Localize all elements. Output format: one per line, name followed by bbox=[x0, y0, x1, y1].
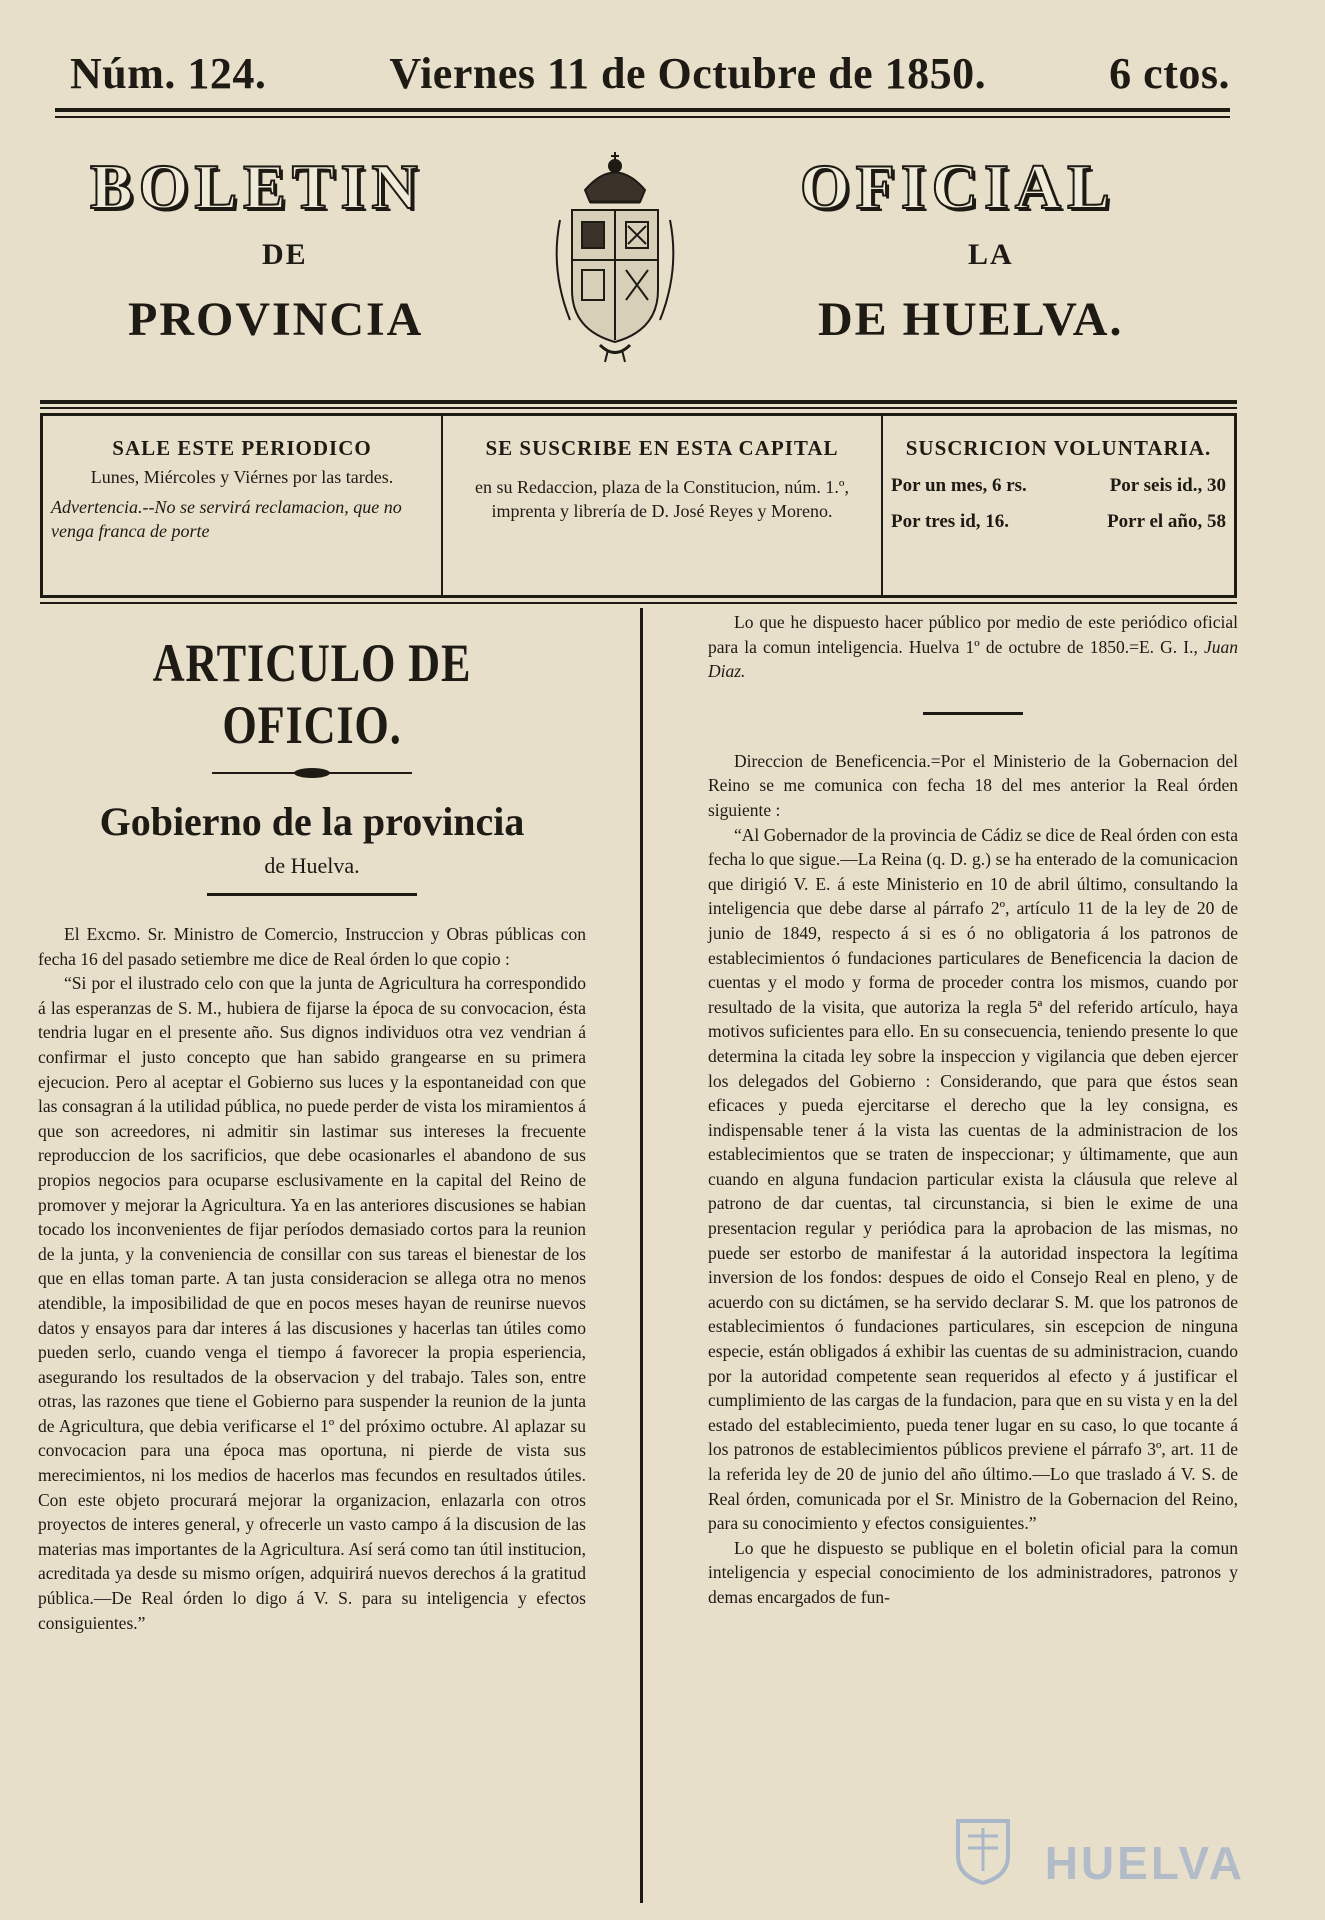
header-rule-thin bbox=[55, 116, 1230, 118]
price-row-1 bbox=[891, 475, 1226, 497]
shield-watermark-icon bbox=[953, 1816, 1013, 1886]
price-six: Por seis id., 30 bbox=[1109, 475, 1226, 496]
coat-of-arms-icon bbox=[550, 150, 680, 365]
subscription-info-box bbox=[40, 413, 1237, 598]
masthead-rule-thick bbox=[40, 400, 1237, 404]
paragraph-closing: Lo que he dispuesto se publique en el boletin oficial para la comun inteligencia y especial conocimiento de los administradores, patronos y demas encargados de fun- bbox=[708, 1537, 1238, 1607]
signature: Juan Diaz. bbox=[708, 636, 1238, 682]
header-rule-thick bbox=[55, 108, 1230, 112]
government-heading: Gobierno de la provincia bbox=[99, 799, 525, 844]
issue-number: Núm. 124. bbox=[70, 49, 267, 98]
masthead-de-huelva: DE HUELVA. bbox=[818, 293, 1124, 346]
subscription-location bbox=[443, 416, 883, 595]
publication-text: Lo que he dispuesto hacer público por medio de este periódico oficial para la comun inteligencia. Huelva 1º de octubre de 1850.=E. G. I., bbox=[708, 612, 1238, 657]
section-rule bbox=[923, 712, 1023, 715]
masthead-word-oficial: OFICIAL bbox=[800, 151, 1116, 222]
masthead-la: LA bbox=[968, 238, 1014, 271]
schedule-title: SALE ESTE PERIODICO bbox=[112, 436, 372, 460]
publication-schedule bbox=[43, 416, 443, 595]
right-column bbox=[708, 610, 1238, 1900]
paragraph-ministry: El Excmo. Sr. Ministro de Comercio, Instruccion y Obras públicas con fecha 16 del pasado setiembre me dice de Real órden lo que copio : bbox=[38, 924, 586, 969]
paragraph-publication bbox=[708, 610, 1238, 684]
prices-title: SUSCRICION VOLUNTARIA. bbox=[905, 436, 1212, 460]
issue-date: Viernes 11 de Octubre de 1850. bbox=[389, 49, 987, 98]
masthead-provincia: PROVINCIA bbox=[128, 293, 424, 346]
price-month: Por un mes, 6 rs. bbox=[891, 475, 1027, 496]
infobox-bottom-rule bbox=[40, 602, 1237, 604]
schedule-text: Lunes, Miércoles y Viérnes por las tardes. bbox=[90, 467, 394, 487]
ornament-divider-icon bbox=[212, 766, 412, 780]
paragraph-beneficencia: Direccion de Beneficencia.=Por el Ministerio de la Gobernacion del Reino se me comunica con fecha 18 del mes anterior la Real órden siguiente : bbox=[708, 750, 1238, 820]
price-three: Por tres id, 16. bbox=[891, 511, 1010, 532]
price-row-2 bbox=[891, 511, 1226, 533]
column-divider bbox=[640, 608, 643, 1903]
location-title: SE SUSCRIBE EN ESTA CAPITAL bbox=[485, 436, 839, 460]
section-title: ARTICULO DE OFICIO. bbox=[152, 633, 472, 755]
subscription-prices bbox=[883, 416, 1234, 595]
issue-price: 6 ctos. bbox=[1109, 49, 1230, 98]
paragraph-royal-order: “Si por el ilustrado celo con que la junta de Agricultura ha correspondido á las esperanzas de S. M., hubiera de fijarse la época de su convocacion, ésta tendria lugar en el presente año. Sus dignos individuos otra vez vendrian á confirmar el justo concepto que han sabido grangearse en su primera ejecucion. Pero al aceptar el Gobierno sus luces y la espontaneidad con que las consagran á la utilidad pública, no puede perder de vista los miramientos á que son acreedores, ni admitir sin lastimar sus intereses la frecuente reproduccion de los sacrificios, que debe ocasionarles el abandono de sus propios negocios para ocuparse esclusivamente en la capital del Reino de promover y mejorar la Agricultura. Ya en las anteriores discusiones se habian tocado los inconvenientes de fijar períodos demasiado cortos para la reunion de la junta, y la conveniencia de consillar con sus tareas el bienestar de los que en ellas toman parte. A tan justa consideracion se allega otra no menos atendible, la imposibilidad de que en pocos meses hayan de reunirse nuevos datos y ensayos para dar interes á las discusiones y hacerlas tan útiles como pueden serlo, cuando venga el tiempo á favorecer la propia esperiencia, asegurando los resultados de la observacion y del trabajo. Tales son, entre otras, las razones que tiene el Gobierno para suspender la reunion de la junta de Agricultura, que debia verificarse el 1º del próximo octubre. Al aplazar su convocacion para una época mas oportuna, ni pierde de vista sus merecimientos, ni los medios de hacerlos mas fecundos en resultados útiles. Con este objeto procurará mejorar la organizacion, enlazarla con otros proyectos de interes general, y ofrecerle un vasto campo á la discusion de las materias mas importantes de la Agricultura. Así será como tan útil institucion, acreditada ya desde su mismo orígen, adquirirá nuevos derechos á la gratitud pública.—De Real órden lo digo á V. S. para su inteligencia y efectos consiguientes.” bbox=[38, 973, 586, 1633]
price-year: Porr el año, 58 bbox=[1107, 511, 1226, 532]
paragraph-cadiz-order: “Al Gobernador de la provincia de Cádiz se dice de Real órden con esta fecha lo que sigue.—La Reina (q. D. g.) se ha enterado de la comunicacion que dirigió V. E. á este Ministerio en 10 de abril último, consultando la inteligencia que debe darse al párrafo 2º, artículo 11 de la ley de 20 de junio de 1849, respecto á si es ó no obligatoria á los patronos de establecimientos ó fundaciones particulares de Beneficencia la dacion de cuentas y el modo y forma de proceder contra los mismos, cuando por resultado de la visita, que autoriza la regla 5ª del referido artículo, haya motivos suficientes para ello. En su consecuencia, teniendo presente lo que determina la citada ley sobre la inspeccion y vigilancia que deben ejercer los delegados del Gobierno : Considerando, que para que éstos sean eficaces y pueda ejercitarse el derecho que la ley consigna, es indispensable tener á la vista las cuentas de la administracion de los establecimientos que se traten de inspeccionar; y últimamente, que aun cuando en alguna fundacion particular exista la cláusula que releve al patrono de dar cuentas, tal circunstancia, si bien le exime de una presentacion regular y periódica para la aprobacion de las mismas, no puede ser estorbo de manifestar á la autoridad inspectora la legítima inversion de los fondos: despues de oido el Consejo Real en pleno, y de acuerdo con su dictámen, se ha servido declarar S. M. que los patronos de establecimientos ó fundaciones particulares, sin escepcion de ninguna especie, están obligados á exhibir las cuentas de su administracion, cuando por la autoridad competente sean requeridos al efecto y á justificar el cumplimiento de las cargas de la fundacion, para que en su vista y en la del estado del establecimiento, pueda tener lugar en su caso, lo que tocante á los patronos de establecimientos públicos previene el párrafo 3º, art. 11 de la referida ley de 20 de junio del año último.—Lo que traslado á V. S. de Real órden, comunicada por el Sr. Ministro de la Gobernacion del Reino, para su conocimiento y efectos consiguientes.” bbox=[708, 824, 1238, 1534]
left-column bbox=[38, 610, 586, 1900]
masthead-rule-thin bbox=[40, 407, 1237, 409]
schedule-notice: Advertencia.--No se servirá reclamacion, que no venga franca de porte bbox=[51, 497, 402, 541]
issue-header bbox=[70, 48, 1230, 99]
heading-rule bbox=[207, 893, 417, 896]
masthead-de: DE bbox=[262, 238, 308, 271]
location-text: en su Redaccion, plaza de la Constitucion, núm. 1.º, imprenta y librería de D. José Reyes y Moreno. bbox=[475, 477, 849, 521]
masthead-word-boletin: BOLETIN bbox=[90, 151, 424, 222]
archive-watermark: HUELVA bbox=[1044, 1837, 1245, 1889]
government-subheading: de Huelva. bbox=[264, 853, 360, 878]
